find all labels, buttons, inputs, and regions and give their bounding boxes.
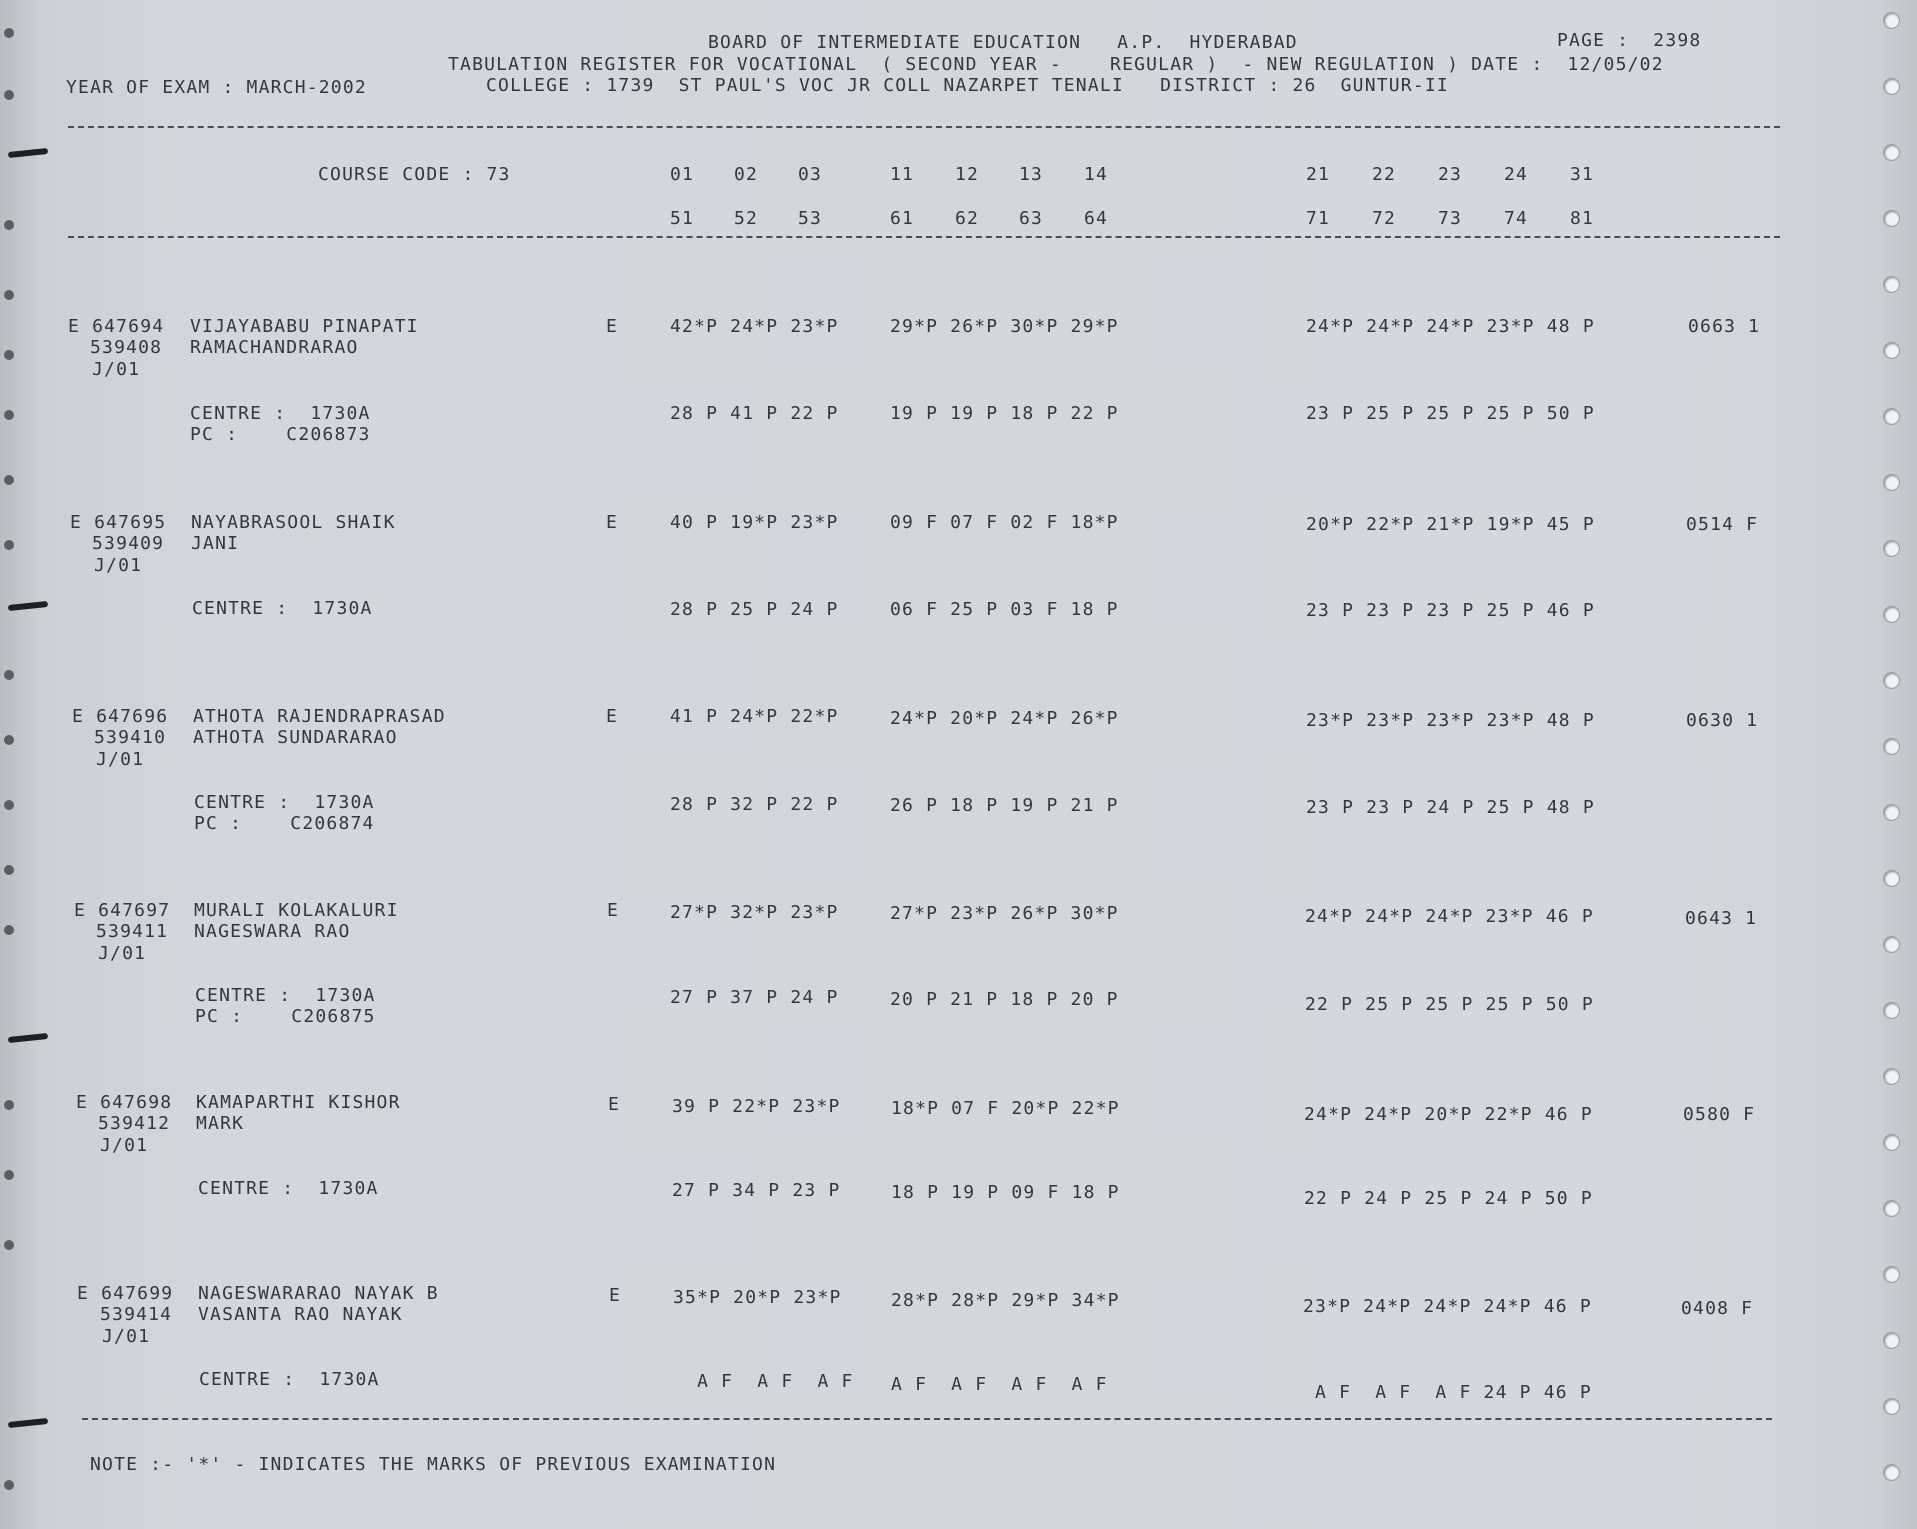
student-reg: 539409 bbox=[92, 533, 165, 554]
col-code: 52 bbox=[734, 208, 759, 229]
col-code: 53 bbox=[798, 208, 823, 229]
marks-row: 41 P 24*P 22*P bbox=[670, 706, 839, 727]
col-code: 22 bbox=[1372, 164, 1397, 185]
student-father-name: RAMACHANDRARAO bbox=[190, 337, 359, 358]
register-title: TABULATION REGISTER FOR VOCATIONAL ( SECOND YEAR - REGULAR ) - NEW REGULATION ) DATE : 12/05/02 bbox=[448, 54, 1664, 75]
tractor-hole bbox=[1883, 1266, 1900, 1283]
centre: CENTRE : 1730A bbox=[190, 403, 371, 424]
pc-number: PC : C206875 bbox=[195, 1006, 376, 1027]
tractor-hole bbox=[1883, 540, 1900, 557]
total-result: 0643 1 bbox=[1685, 908, 1758, 929]
marks-row: 24*P 24*P 24*P 23*P 48 P bbox=[1306, 316, 1595, 337]
tractor-hole bbox=[1883, 738, 1900, 755]
student-name: ATHOTA RAJENDRAPRASAD bbox=[193, 706, 446, 727]
binding-hole bbox=[4, 540, 14, 550]
binding-hole bbox=[4, 28, 14, 38]
binding-hole bbox=[4, 290, 14, 300]
tractor-hole bbox=[1883, 12, 1900, 29]
student-code: J/01 bbox=[92, 359, 141, 380]
total-result: 0630 1 bbox=[1686, 710, 1759, 731]
total-result: 0514 F bbox=[1686, 514, 1759, 535]
marks-row: 29*P 26*P 30*P 29*P bbox=[890, 316, 1119, 337]
student-name: KAMAPARTHI KISHOR bbox=[196, 1092, 401, 1113]
student-name: MURALI KOLAKALURI bbox=[194, 900, 399, 921]
tractor-hole bbox=[1883, 1398, 1900, 1415]
student-id: E 647694 bbox=[68, 316, 165, 337]
binding-hole bbox=[4, 1480, 14, 1490]
binding-mark bbox=[8, 1418, 48, 1428]
student-father-name: JANI bbox=[191, 533, 240, 554]
marks-row: 06 F 25 P 03 F 18 P bbox=[890, 599, 1119, 620]
col-code: 01 bbox=[670, 164, 695, 185]
tractor-hole bbox=[1883, 606, 1900, 623]
marks-row: 28 P 41 P 22 P bbox=[670, 403, 839, 424]
tractor-hole bbox=[1883, 276, 1900, 293]
student-stream: E bbox=[606, 316, 619, 337]
student-name: VIJAYABABU PINAPATI bbox=[190, 316, 419, 337]
tractor-hole bbox=[1883, 1068, 1900, 1085]
binding-mark bbox=[8, 601, 48, 611]
tractor-hole bbox=[1883, 210, 1900, 227]
col-code: 63 bbox=[1019, 208, 1044, 229]
col-code: 21 bbox=[1306, 164, 1331, 185]
marks-row: 23 P 23 P 23 P 25 P 46 P bbox=[1306, 600, 1595, 621]
student-stream: E bbox=[606, 706, 619, 727]
student-father-name: VASANTA RAO NAYAK bbox=[198, 1304, 403, 1325]
marks-row: A F A F A F bbox=[673, 1371, 854, 1392]
student-id: E 647697 bbox=[74, 900, 171, 921]
centre: CENTRE : 1730A bbox=[194, 792, 375, 813]
tractor-hole bbox=[1883, 870, 1900, 887]
student-reg: 539408 bbox=[90, 337, 163, 358]
marks-row: 22 P 25 P 25 P 25 P 50 P bbox=[1305, 994, 1594, 1015]
col-code: 13 bbox=[1019, 164, 1044, 185]
student-reg: 539410 bbox=[94, 727, 167, 748]
page-number: PAGE : 2398 bbox=[1557, 30, 1702, 51]
binding-hole bbox=[4, 865, 14, 875]
marks-row: 27*P 23*P 26*P 30*P bbox=[890, 903, 1119, 924]
tractor-hole bbox=[1883, 342, 1900, 359]
marks-row: 26 P 18 P 19 P 21 P bbox=[890, 795, 1119, 816]
student-code: J/01 bbox=[100, 1135, 149, 1156]
column-divider bbox=[68, 236, 1780, 238]
student-reg: 539414 bbox=[100, 1304, 173, 1325]
student-reg: 539411 bbox=[96, 921, 169, 942]
col-code: 71 bbox=[1306, 208, 1331, 229]
marks-row: 24*P 24*P 20*P 22*P 46 P bbox=[1304, 1104, 1593, 1125]
student-stream: E bbox=[608, 1094, 621, 1115]
marks-row: 27*P 32*P 23*P bbox=[670, 902, 839, 923]
marks-row: 28 P 32 P 22 P bbox=[670, 794, 839, 815]
binding-hole bbox=[4, 800, 14, 810]
student-reg: 539412 bbox=[98, 1113, 171, 1134]
binding-hole bbox=[4, 220, 14, 230]
marks-row: 24*P 20*P 24*P 26*P bbox=[890, 708, 1119, 729]
tractor-hole bbox=[1883, 1002, 1900, 1019]
header-divider bbox=[68, 126, 1780, 128]
marks-row: 22 P 24 P 25 P 24 P 50 P bbox=[1304, 1188, 1593, 1209]
tractor-hole bbox=[1883, 408, 1900, 425]
marks-row: 23*P 23*P 23*P 23*P 48 P bbox=[1306, 710, 1595, 731]
student-stream: E bbox=[606, 512, 619, 533]
centre: CENTRE : 1730A bbox=[198, 1178, 379, 1199]
tractor-hole bbox=[1883, 672, 1900, 689]
marks-row: 28 P 25 P 24 P bbox=[670, 599, 839, 620]
col-code: 72 bbox=[1372, 208, 1397, 229]
student-name: NAGESWARARAO NAYAK B bbox=[198, 1283, 439, 1304]
tractor-hole bbox=[1883, 1200, 1900, 1217]
student-father-name: NAGESWARA RAO bbox=[194, 921, 351, 942]
marks-row: 23 P 25 P 25 P 25 P 50 P bbox=[1306, 403, 1595, 424]
tractor-hole bbox=[1883, 804, 1900, 821]
total-result: 0580 F bbox=[1683, 1104, 1756, 1125]
binding-hole bbox=[4, 410, 14, 420]
col-code: 81 bbox=[1570, 208, 1595, 229]
marks-row: 23 P 23 P 24 P 25 P 48 P bbox=[1306, 797, 1595, 818]
marks-row: 19 P 19 P 18 P 22 P bbox=[890, 403, 1119, 424]
tractor-hole bbox=[1883, 78, 1900, 95]
col-code: 74 bbox=[1504, 208, 1529, 229]
total-result: 0663 1 bbox=[1688, 316, 1761, 337]
marks-row: 18 P 19 P 09 F 18 P bbox=[891, 1182, 1120, 1203]
col-code: 62 bbox=[955, 208, 980, 229]
student-father-name: ATHOTA SUNDARARAO bbox=[193, 727, 398, 748]
marks-row: 24*P 24*P 24*P 23*P 46 P bbox=[1305, 906, 1594, 927]
course-code: COURSE CODE : 73 bbox=[318, 164, 511, 185]
centre: CENTRE : 1730A bbox=[195, 985, 376, 1006]
centre: CENTRE : 1730A bbox=[192, 598, 373, 619]
year-of-exam: YEAR OF EXAM : MARCH-2002 bbox=[66, 77, 367, 98]
tractor-hole bbox=[1883, 1332, 1900, 1349]
col-code: 03 bbox=[798, 164, 823, 185]
student-stream: E bbox=[607, 900, 620, 921]
col-code: 11 bbox=[890, 164, 915, 185]
col-code: 02 bbox=[734, 164, 759, 185]
college-line: COLLEGE : 1739 ST PAUL'S VOC JR COLL NAZARPET TENALI DISTRICT : 26 GUNTUR-II bbox=[486, 75, 1449, 96]
pc-number: PC : C206874 bbox=[194, 813, 375, 834]
student-id: E 647699 bbox=[77, 1283, 174, 1304]
tractor-hole bbox=[1883, 1134, 1900, 1151]
binding-hole bbox=[4, 670, 14, 680]
marks-row: A F A F A F A F bbox=[891, 1374, 1108, 1395]
marks-row: 35*P 20*P 23*P bbox=[673, 1287, 842, 1308]
binding-hole bbox=[4, 350, 14, 360]
pc-number: PC : C206873 bbox=[190, 424, 371, 445]
student-father-name: MARK bbox=[196, 1113, 245, 1134]
marks-row: 20*P 22*P 21*P 19*P 45 P bbox=[1306, 514, 1595, 535]
col-code: 14 bbox=[1084, 164, 1109, 185]
col-code: 31 bbox=[1570, 164, 1595, 185]
student-id: E 647695 bbox=[70, 512, 167, 533]
student-code: J/01 bbox=[102, 1326, 151, 1347]
col-code: 73 bbox=[1438, 208, 1463, 229]
binding-hole bbox=[4, 1170, 14, 1180]
col-code: 61 bbox=[890, 208, 915, 229]
tractor-hole bbox=[1883, 144, 1900, 161]
student-name: NAYABRASOOL SHAIK bbox=[191, 512, 396, 533]
footer-divider bbox=[82, 1418, 1772, 1420]
footnote: NOTE :- '*' - INDICATES THE MARKS OF PREVIOUS EXAMINATION bbox=[90, 1454, 777, 1475]
binding-hole bbox=[4, 735, 14, 745]
binding-hole bbox=[4, 925, 14, 935]
col-code: 23 bbox=[1438, 164, 1463, 185]
binding-hole bbox=[4, 475, 14, 485]
student-id: E 647696 bbox=[72, 706, 169, 727]
total-result: 0408 F bbox=[1681, 1298, 1754, 1319]
tractor-hole bbox=[1883, 936, 1900, 953]
marks-row: 27 P 37 P 24 P bbox=[670, 987, 839, 1008]
marks-row: 39 P 22*P 23*P bbox=[672, 1096, 841, 1117]
marks-row: 28*P 28*P 29*P 34*P bbox=[891, 1290, 1120, 1311]
marks-row: 27 P 34 P 23 P bbox=[672, 1180, 841, 1201]
col-code: 51 bbox=[670, 208, 695, 229]
student-id: E 647698 bbox=[76, 1092, 173, 1113]
centre: CENTRE : 1730A bbox=[199, 1369, 380, 1390]
marks-row: 20 P 21 P 18 P 20 P bbox=[890, 989, 1119, 1010]
tractor-hole bbox=[1883, 1464, 1900, 1481]
marks-row: 09 F 07 F 02 F 18*P bbox=[890, 512, 1119, 533]
marks-row: 42*P 24*P 23*P bbox=[670, 316, 839, 337]
binding-hole bbox=[4, 1240, 14, 1250]
binding-hole bbox=[4, 90, 14, 100]
student-stream: E bbox=[609, 1285, 622, 1306]
col-code: 12 bbox=[955, 164, 980, 185]
binding-hole bbox=[4, 1100, 14, 1110]
marks-row: A F A F A F 24 P 46 P bbox=[1303, 1382, 1592, 1403]
marks-row: 40 P 19*P 23*P bbox=[670, 512, 839, 533]
marks-row: 23*P 24*P 24*P 24*P 46 P bbox=[1303, 1296, 1592, 1317]
binding-mark bbox=[8, 1033, 48, 1043]
student-code: J/01 bbox=[94, 555, 143, 576]
marks-row: 18*P 07 F 20*P 22*P bbox=[891, 1098, 1120, 1119]
tractor-hole bbox=[1883, 474, 1900, 491]
board-title: BOARD OF INTERMEDIATE EDUCATION A.P. HYDERABAD bbox=[708, 32, 1298, 53]
student-code: J/01 bbox=[98, 943, 147, 964]
col-code: 24 bbox=[1504, 164, 1529, 185]
binding-mark bbox=[8, 148, 48, 158]
student-code: J/01 bbox=[96, 749, 145, 770]
col-code: 64 bbox=[1084, 208, 1109, 229]
